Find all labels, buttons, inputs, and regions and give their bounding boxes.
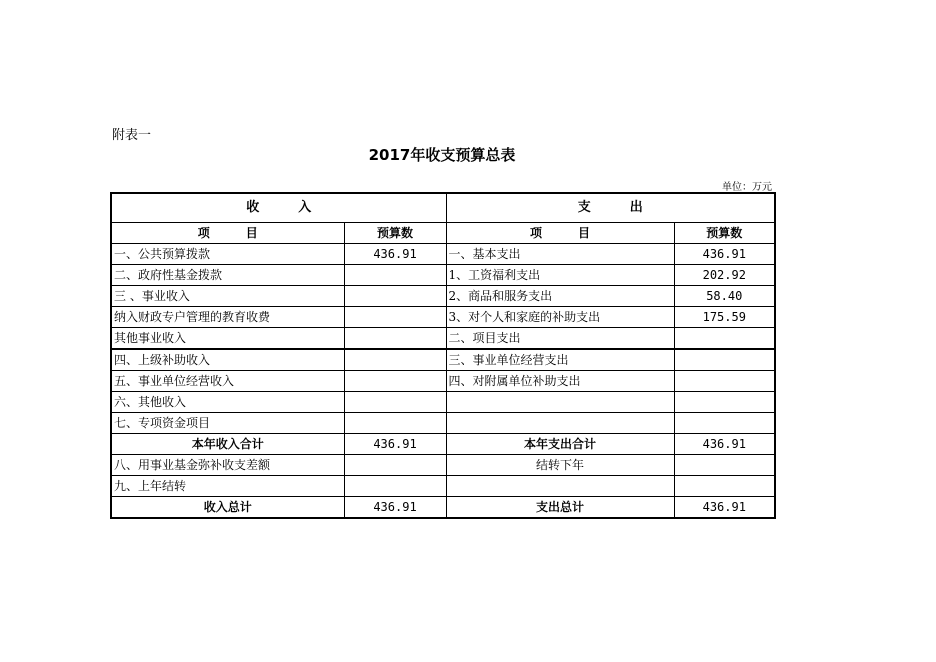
table-row: [111, 328, 775, 350]
expense-item: [446, 476, 674, 497]
expense-subtotal-value: 436.91: [674, 434, 775, 455]
income-item: 八、用事业基金弥补收支差额: [111, 455, 344, 476]
income-value: [344, 413, 446, 434]
expense-value: 175.59: [674, 307, 775, 328]
income-value: [344, 286, 446, 307]
income-item-header: 项 目: [111, 223, 344, 244]
income-value: [344, 476, 446, 497]
table-row: [111, 265, 775, 286]
expense-item-header: 项 目: [446, 223, 674, 244]
income-value: [344, 455, 446, 476]
expense-value: [674, 455, 775, 476]
income-item: 五、事业单位经营收入: [111, 371, 344, 392]
table-row: [111, 392, 775, 413]
expense-budget-header: 预算数: [674, 223, 775, 244]
table-row: [111, 476, 775, 497]
expense-subtotal-label: 本年支出合计: [446, 434, 674, 455]
income-total-value: 436.91: [344, 497, 446, 519]
table-row: [111, 349, 775, 371]
expense-total-label: 支出总计: [446, 497, 674, 519]
expense-item: 结转下年: [446, 455, 674, 476]
income-budget-header: 预算数: [344, 223, 446, 244]
income-subtotal-value: 436.91: [344, 434, 446, 455]
income-total-label: 收入总计: [111, 497, 344, 519]
table-row: [111, 307, 775, 328]
expense-value: [674, 371, 775, 392]
income-value: [344, 328, 446, 350]
expense-item: 一、基本支出: [446, 244, 674, 265]
appendix-label: 附表一: [112, 128, 152, 143]
income-value: [344, 265, 446, 286]
expense-value: 436.91: [674, 244, 775, 265]
expense-item: [446, 392, 674, 413]
income-subtotal-label: 本年收入合计: [111, 434, 344, 455]
table-row: [111, 286, 775, 307]
page-title: 2017年收支预算总表: [368, 146, 516, 164]
table-header-row: [111, 193, 775, 223]
income-value: [344, 392, 446, 413]
expense-value: [674, 349, 775, 371]
total-row: [111, 497, 775, 519]
table-row: [111, 244, 775, 265]
expense-value: 202.92: [674, 265, 775, 286]
expense-value: [674, 328, 775, 350]
income-item: 纳入财政专户管理的教育收费: [111, 307, 344, 328]
income-header: 收 入: [111, 193, 446, 223]
income-item: 四、上级补助收入: [111, 349, 344, 371]
expense-item: 四、对附属单位补助支出: [446, 371, 674, 392]
expense-value: [674, 476, 775, 497]
budget-table: [110, 192, 776, 519]
income-value: [344, 371, 446, 392]
expense-value: [674, 392, 775, 413]
expense-item: 1、工资福利支出: [446, 265, 674, 286]
income-item: 六、其他收入: [111, 392, 344, 413]
income-value: [344, 307, 446, 328]
income-item: 其他事业收入: [111, 328, 344, 350]
income-item: 七、专项资金项目: [111, 413, 344, 434]
expense-item: 三、事业单位经营支出: [446, 349, 674, 371]
income-value: [344, 349, 446, 371]
income-item: 一、公共预算拨款: [111, 244, 344, 265]
table-row: [111, 413, 775, 434]
table-row: [111, 455, 775, 476]
subtotal-row: [111, 434, 775, 455]
income-item: 三 、事业收入: [111, 286, 344, 307]
expense-total-value: 436.91: [674, 497, 775, 519]
income-item: 二、政府性基金拨款: [111, 265, 344, 286]
column-header-row: [111, 223, 775, 244]
unit-label: 单位：万元: [722, 182, 772, 193]
expense-item: 二、项目支出: [446, 328, 674, 350]
income-item: 九、上年结转: [111, 476, 344, 497]
expense-item: [446, 413, 674, 434]
expense-value: 58.40: [674, 286, 775, 307]
income-value: 436.91: [344, 244, 446, 265]
expense-header: 支 出: [446, 193, 775, 223]
table-row: [111, 371, 775, 392]
expense-item: 2、商品和服务支出: [446, 286, 674, 307]
expense-item: 3、对个人和家庭的补助支出: [446, 307, 674, 328]
expense-value: [674, 413, 775, 434]
